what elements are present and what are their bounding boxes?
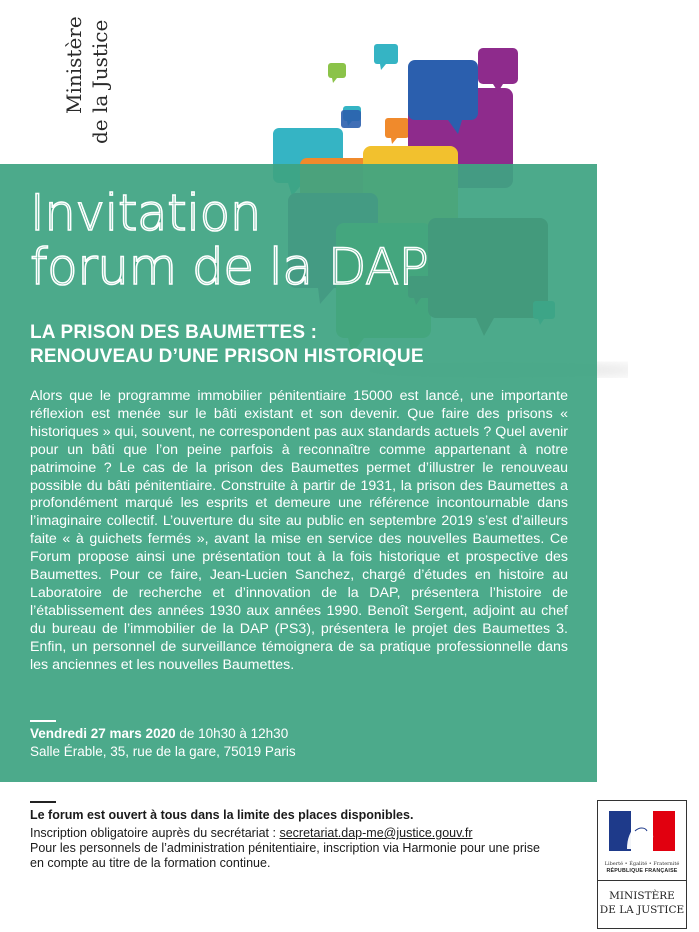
bubble-small-blue-icon	[341, 110, 361, 128]
logo-ministry-line2: DE LA JUSTICE	[599, 904, 685, 916]
page-subtitle	[30, 321, 424, 369]
event-date-bold: Vendredi 27 mars 2020	[30, 726, 176, 741]
logo-motto: Liberté • Égalité • Fraternité	[604, 861, 680, 867]
staff-note: Pour les personnels de l’administration pénitentiaire, inscription via Harmonie pour une prise en compte au titre de la formation continue.	[30, 841, 540, 870]
event-divider	[30, 720, 56, 722]
subtitle-line2: RENOUVEAU D’UNE PRISON HISTORIQUE	[30, 346, 424, 367]
bubble-purple-small-icon	[478, 48, 518, 92]
ministry-vertical-line2: de la Justice	[88, 19, 112, 144]
page-title	[30, 186, 428, 294]
title-line2: forum de la DAP	[30, 238, 429, 296]
registration-email-link[interactable]: secretariat.dap-me@justice.gouv.fr	[279, 826, 473, 840]
registration-prefix: Inscription obligatoire auprès du secrétariat :	[30, 826, 280, 840]
ministry-logo	[597, 800, 687, 929]
footer-info	[30, 808, 550, 871]
subtitle-line1: LA PRISON DES BAUMETTES :	[30, 322, 318, 343]
event-date	[30, 725, 288, 743]
description-text: Alors que le programme immobilier pénitentiaire 15000 est lancé, une importante réflexion est menée sur le bâti existant et son devenir. Que faire des prisons « historiques » qui, souvent, ne correspondent pas aux standards actuels ? Quel avenir pour un bâti que l’on peine parfois à reconnaître comme appartenant à notre patrimoine ? Le cas de la prison des Baumettes permet d’illustrer le renouveau possible du bâti pénitentiaire. Construite à partir de 1931, la prison des Baumettes a profondément marqué les esprits et demeure une référence incontournable dans l’imaginaire collectif. L’ouverture du site au public en septembre 2019 s’est d’ailleurs faite « à guichets fermés », avant la mise en service des nouvelles Baumettes. Ce Forum propose ainsi une présentation tout à la fois historique et prospective des Baumettes. Pour ce faire, Jean-Lucien Sanchez, chargé d’études en histoire au Laboratoire de recherche et d’innovation de la DAP, présentera l’histoire de l’établissement des années 1930 aux années 1990. Benoît Sergent, adjoint au chef du bureau de l’immobilier de la DAP (PS3), présentera le projet des Baumettes 3. Enfin, un personnel de surveillance témoignera de sa pratique professionnelle dans les anciennes et les nouvelles Baumettes.	[30, 388, 568, 673]
event-time: de 10h30 à 12h30	[175, 726, 289, 741]
ministry-vertical-line1: Ministère	[62, 16, 86, 114]
logo-separator	[598, 880, 686, 881]
bubble-small-teal-1-icon	[374, 44, 398, 70]
ministry-vertical-label	[50, 4, 110, 154]
bubble-small-green-icon	[328, 63, 346, 83]
logo-ministry	[598, 889, 686, 917]
logo-republic: RÉPUBLIQUE FRANÇAISE	[606, 868, 678, 874]
event-place: Salle Érable, 35, rue de la gare, 75019 Paris	[30, 744, 296, 759]
registration-line	[30, 826, 550, 841]
bubble-small-orange-icon	[385, 118, 409, 144]
footer-divider	[30, 801, 56, 803]
logo-ministry-line1: MINISTÈRE	[609, 890, 675, 902]
marianne-flag-icon	[609, 811, 675, 859]
open-notice: Le forum est ouvert à tous dans la limite des places disponibles.	[30, 808, 414, 822]
title-line1: Invitation	[30, 184, 261, 242]
